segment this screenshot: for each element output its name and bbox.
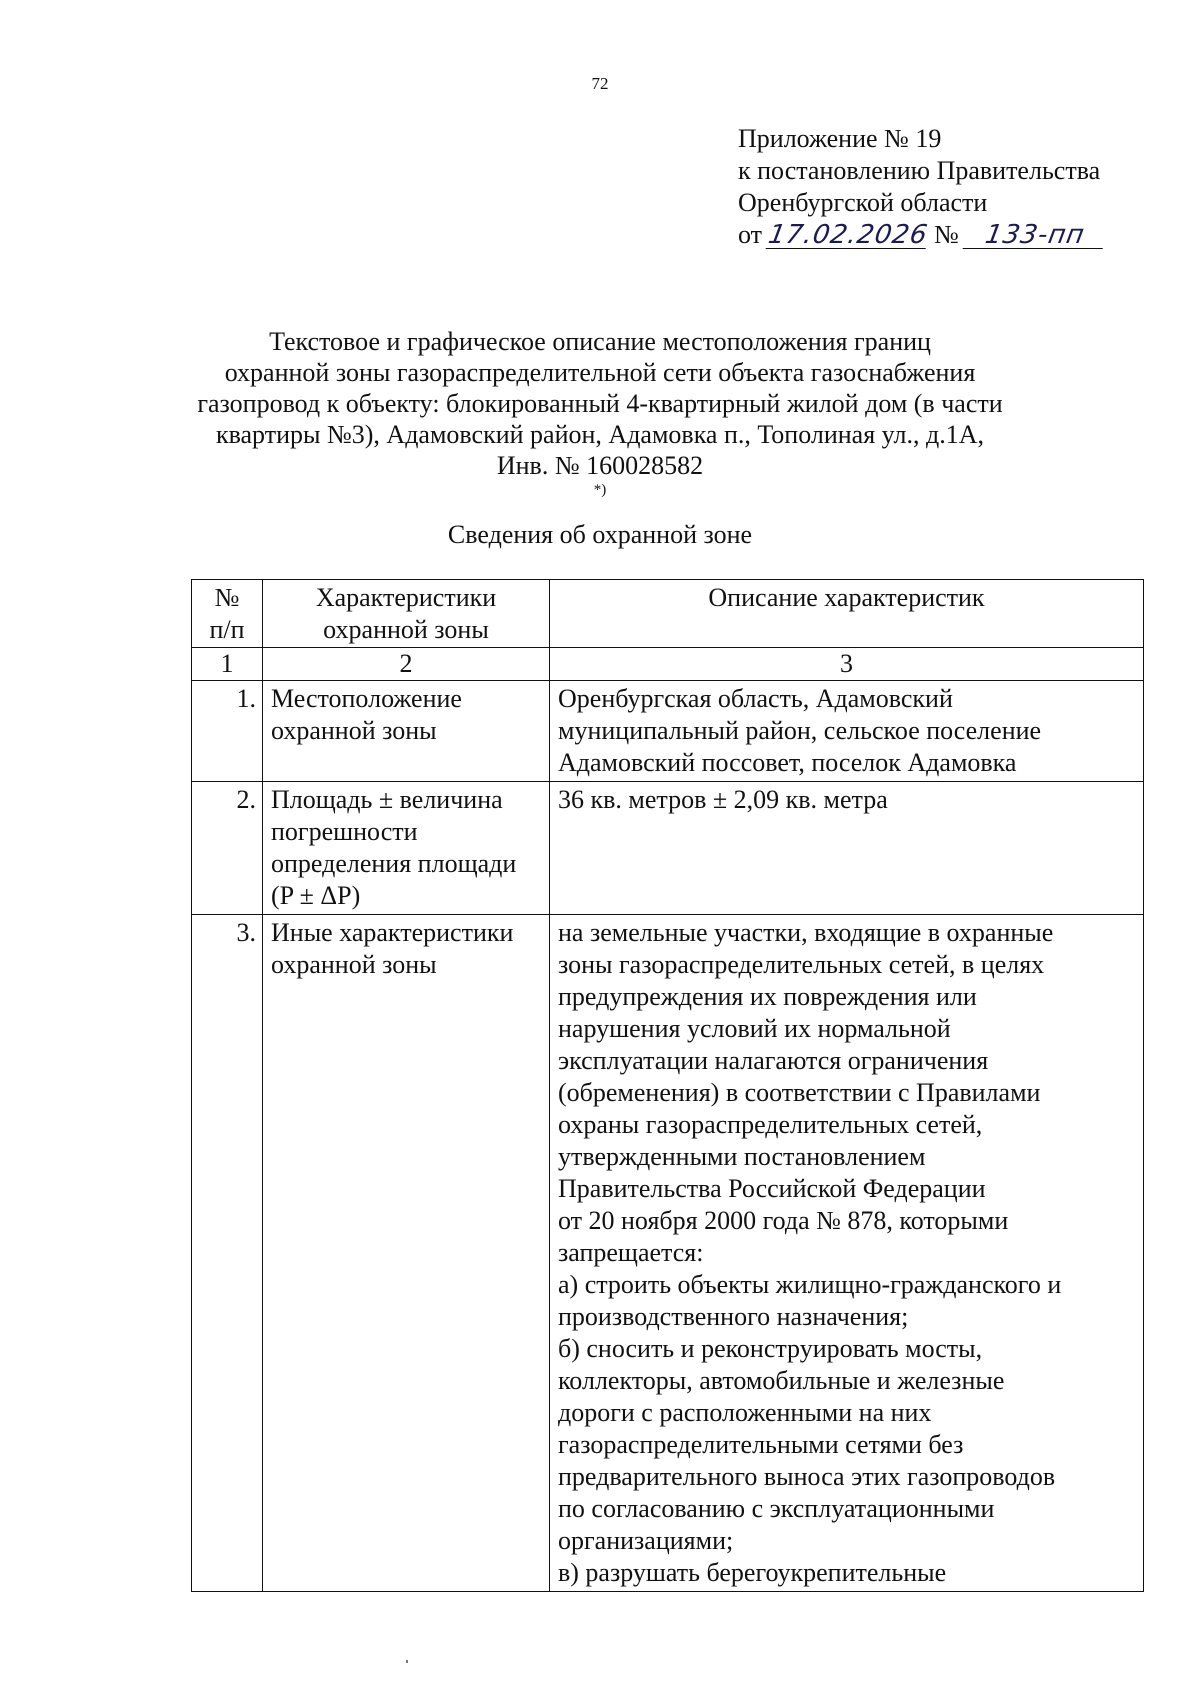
description-line: зоны газораспределительных сетей, в целях	[558, 950, 1045, 979]
annex-date-line	[738, 219, 1105, 251]
inventory-number: Инв. № 160028582	[496, 451, 704, 480]
column-number: 3	[550, 648, 1144, 681]
table-header-row	[192, 580, 1144, 648]
annex-from-label: от	[738, 220, 763, 249]
row-characteristic	[263, 681, 550, 782]
description-line: запрещается:	[558, 1238, 704, 1267]
header-number	[192, 580, 263, 648]
annex-resolution: к постановлению Правительства	[738, 156, 1101, 185]
description-line: коллекторы, автомобильные и железные	[558, 1366, 1005, 1395]
description-line: на земельные участки, входящие в охранные	[558, 918, 1054, 947]
annex-number-label: №	[934, 220, 959, 249]
description-line: Адамовский поссовет, поселок Адамовка	[558, 748, 1017, 777]
characteristic-line: погрешности	[271, 817, 418, 846]
row-index: 2.	[192, 782, 263, 915]
handwritten-number: 133-пп	[962, 222, 1107, 249]
header-characteristic-line2: охранной зоны	[323, 615, 489, 644]
protection-zone-table	[191, 579, 1144, 1592]
description-line: в) разрушать берегоукрепительные	[558, 1558, 947, 1587]
section-title: Сведения об охранной зоне	[447, 520, 753, 549]
characteristic-line: охранной зоны	[271, 950, 437, 979]
title-line-2: охранной зоны газораспределительной сети объекта газоснабжения	[224, 358, 976, 387]
row-index: 1.	[192, 681, 263, 782]
header-characteristic	[263, 580, 550, 648]
page-number: 72	[591, 74, 609, 93]
description-line: производственного назначения;	[558, 1302, 909, 1331]
column-number: 2	[263, 648, 550, 681]
characteristic-line: Иные характеристики	[271, 918, 514, 947]
annex-title: Приложение № 19	[738, 124, 942, 153]
column-number: 1	[192, 648, 263, 681]
description-line: от 20 ноября 2000 года № 878, которыми	[558, 1206, 1009, 1235]
title-line-5	[0, 450, 1200, 512]
column-number-row	[192, 648, 1144, 681]
title-line-4: квартиры №3), Адамовский район, Адамовка п., Тополиная ул., д.1А,	[215, 420, 985, 449]
characteristic-line: определения площади	[271, 849, 517, 878]
row-index: 3.	[192, 915, 263, 1592]
description-line: Правительства Российской Федерации	[558, 1174, 986, 1203]
table-row	[192, 782, 1144, 915]
table-row	[192, 681, 1144, 782]
row-description	[550, 782, 1144, 915]
title-line-1: Текстовое и графическое описание местоположения границ	[269, 327, 931, 356]
scan-dot	[406, 1660, 408, 1663]
description-line: Оренбургская область, Адамовский	[558, 684, 953, 713]
header-characteristic-line1: Характеристики	[315, 583, 497, 612]
table-row	[192, 915, 1144, 1592]
description-line: нарушения условий их нормальной	[558, 1014, 951, 1043]
document-title	[0, 326, 1200, 512]
characteristic-line: (P ± ΔP)	[271, 881, 361, 910]
characteristic-line: Местоположение	[271, 684, 462, 713]
description-line: (обременения) в соответствии с Правилами	[558, 1078, 1041, 1107]
characteristic-line: Площадь ± величина	[271, 785, 503, 814]
description-line: б) сносить и реконструировать мосты,	[558, 1334, 983, 1363]
header-number-line2: п/п	[209, 615, 245, 644]
description-line: газораспределительными сетями без	[558, 1430, 964, 1459]
footnote-mark: *)	[593, 482, 607, 498]
description-line: охраны газораспределительных сетей,	[558, 1110, 983, 1139]
description-line: организациями;	[558, 1526, 734, 1555]
header-description: Описание характеристик	[550, 580, 1144, 648]
annex-block	[738, 123, 1105, 251]
row-description	[550, 681, 1144, 782]
description-line: 36 кв. метров ± 2,09 кв. метра	[558, 785, 888, 814]
row-description	[550, 915, 1144, 1592]
handwritten-date: 17.02.2026	[766, 220, 931, 250]
characteristic-line: охранной зоны	[271, 716, 437, 745]
description-line: по согласованию с эксплуатационными	[558, 1494, 995, 1523]
description-line: дороги с расположенными на них	[558, 1398, 932, 1427]
title-line-3: газопровод к объекту: блокированный 4-квартирный жилой дом (в части	[197, 389, 1003, 418]
header-number-line1: №	[214, 583, 240, 612]
description-line: муниципальный район, сельское поселение	[558, 716, 1042, 745]
annex-region: Оренбургской области	[738, 188, 988, 217]
row-characteristic	[263, 782, 550, 915]
description-line: предупреждения их повреждения или	[558, 982, 977, 1011]
description-line: утвержденными постановлением	[558, 1142, 926, 1171]
description-line: а) строить объекты жилищно-гражданского и	[558, 1270, 1062, 1299]
row-characteristic	[263, 915, 550, 1592]
description-line: предварительного выноса этих газопроводов	[558, 1462, 1056, 1491]
description-line: эксплуатации налагаются ограничения	[558, 1046, 989, 1075]
